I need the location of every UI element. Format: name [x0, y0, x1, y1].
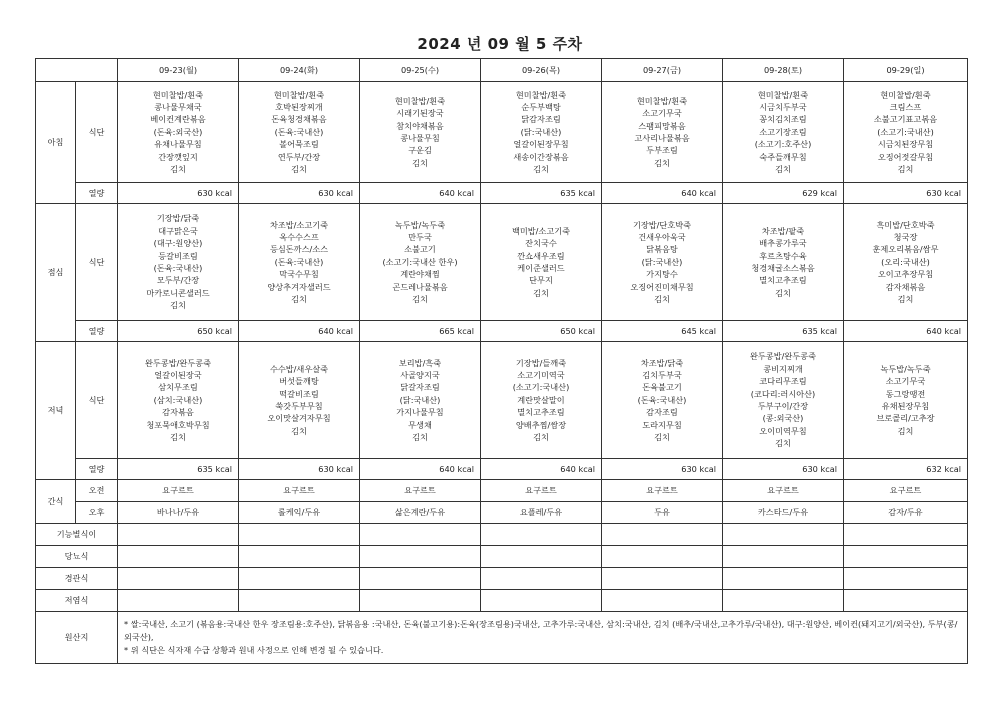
snack-cell: 요플레/두유	[481, 502, 602, 524]
menu-item: 현미찰밥/흰죽	[394, 95, 446, 106]
menu-item: 잔치국수	[525, 238, 557, 249]
menu-item: 차조밥/닭죽	[640, 357, 684, 368]
menu-item: 볼어묵조림	[279, 139, 319, 150]
menu-item: (돈육:외국산)	[153, 126, 203, 137]
day-header: 09-27(금)	[602, 59, 723, 82]
origin-note: * 위 식단은 식자재 수급 상황과 원내 사정으로 인해 변경 될 수 있습니다.	[124, 645, 384, 655]
kcal-cell: 635 kcal	[481, 183, 602, 204]
empty-cell	[844, 524, 968, 546]
menu-item: 얼갈이된장국	[154, 369, 202, 380]
menu-item: 등갈비조림	[158, 250, 198, 261]
kcal-cell: 640 kcal	[844, 321, 968, 342]
menu-item: (콩:외국산)	[762, 413, 804, 424]
menu-cell	[602, 82, 723, 183]
menu-item: 양상추겨자샐러드	[267, 281, 331, 292]
kcal-cell: 632 kcal	[844, 459, 968, 480]
day-header: 09-26(목)	[481, 59, 602, 82]
menu-item: 곤드레나물볶음	[392, 281, 448, 292]
menu-item: 김치	[654, 294, 670, 305]
empty-cell	[239, 546, 360, 568]
menu-item: 삼치무조림	[158, 382, 198, 393]
menu-item: 막국수무침	[279, 269, 319, 280]
empty-cell	[602, 524, 723, 546]
menu-item: 모두부/간장	[156, 275, 200, 286]
menu-item: 등심돈까스/소스	[269, 244, 329, 255]
menu-item: 소불고기	[404, 244, 436, 255]
menu-item: (대구:원양산)	[153, 238, 203, 249]
menu-item: 계란맛살말이	[517, 394, 565, 405]
kcal-cell: 640 kcal	[360, 459, 481, 480]
menu-cell	[239, 342, 360, 459]
menu-item: 고사리나물볶음	[634, 133, 690, 143]
tube-diet-row	[36, 568, 968, 590]
menu-item: 크림스프	[889, 101, 922, 112]
menu-item: 현미찰밥/흰죽	[880, 89, 931, 100]
menu-item: 김치	[170, 300, 186, 311]
menu-item: 김치	[775, 164, 791, 175]
menu-item: 소불고기표고볶음	[873, 114, 938, 125]
menu-item: 가지탕수	[646, 269, 678, 280]
kcal-cell: 630 kcal	[239, 459, 360, 480]
kcal-label: 열량	[76, 459, 118, 480]
menu-item: 콩나물무채국	[154, 101, 202, 112]
breakfast-label: 아침	[36, 82, 76, 204]
menu-item: 닭볶음탕	[646, 244, 678, 255]
origin-label: 원산지	[36, 612, 118, 664]
menu-cell	[118, 204, 239, 321]
menu-item: 연두부/간장	[277, 151, 321, 162]
empty-cell	[239, 524, 360, 546]
menu-item: 김치	[533, 287, 549, 298]
snack-cell: 삶은계란/두유	[360, 502, 481, 524]
menu-item: 김치	[412, 432, 428, 443]
menu-item: 마카로니콘샐러드	[146, 287, 210, 298]
menu-item: 시금치두부국	[759, 101, 807, 112]
corner-cell	[36, 59, 118, 82]
menu-item: 수수밥/새우살죽	[269, 363, 329, 374]
diabetic-diet-row	[36, 546, 968, 568]
menu-item: 사골양지국	[400, 369, 440, 380]
menu-item: 떡갈비조림	[279, 388, 319, 399]
menu-item: 호박된장찌개	[275, 101, 323, 112]
menu-item: 깐쇼새우조림	[517, 250, 565, 261]
menu-item: 흑미밥/단호박죽	[876, 219, 935, 230]
menu-item: (돈육:국내산)	[637, 394, 687, 405]
kcal-cell: 630 kcal	[844, 183, 968, 204]
header-row	[36, 59, 968, 82]
meal-label: 식단	[76, 82, 118, 183]
snack-cell: 요구르트	[481, 480, 602, 502]
menu-item: 도라지무침	[642, 419, 682, 430]
snack-cell: 요구르트	[602, 480, 723, 502]
diabetic-diet-label: 당뇨식	[36, 546, 118, 568]
menu-item: 가지나물무침	[396, 407, 444, 418]
menu-item: 소고기무국	[885, 376, 926, 387]
menu-item: 단무지	[529, 275, 553, 286]
menu-item: 옥수수스프	[279, 231, 319, 242]
menu-item: 계란야채찜	[400, 269, 440, 280]
menu-cell	[723, 342, 844, 459]
menu-item: 청경채굴소스볶음	[751, 263, 815, 273]
menu-item: 양배추찜/쌈장	[515, 419, 567, 430]
menu-item: 무생채	[408, 419, 432, 430]
menu-item: 녹두밥/녹두죽	[394, 219, 446, 230]
menu-cell	[602, 342, 723, 459]
kcal-cell: 640 kcal	[239, 321, 360, 342]
menu-item: 현미찰밥/흰죽	[636, 95, 688, 106]
menu-cell	[239, 204, 360, 321]
menu-item: 김치	[291, 294, 307, 305]
menu-item: 스팸피망볶음	[638, 120, 686, 131]
menu-item: 두부조림	[646, 145, 678, 156]
menu-item: (돈육:국내산)	[274, 126, 324, 137]
lunch-label: 점심	[36, 204, 76, 342]
menu-item: 김치	[291, 425, 307, 436]
empty-cell	[481, 568, 602, 590]
lowsalt-diet-row	[36, 590, 968, 612]
snack-cell: 요구르트	[844, 480, 968, 502]
kcal-cell: 630 kcal	[239, 183, 360, 204]
menu-cell	[844, 204, 968, 321]
kcal-cell: 650 kcal	[118, 321, 239, 342]
meal-label: 식단	[76, 204, 118, 321]
kcal-cell: 635 kcal	[723, 321, 844, 342]
kcal-cell: 640 kcal	[481, 459, 602, 480]
menu-item: (삼치:국내산)	[153, 394, 203, 405]
menu-item: (닭:국내산)	[641, 256, 683, 267]
kcal-cell: 645 kcal	[602, 321, 723, 342]
lowsalt-diet-label: 저염식	[36, 590, 118, 612]
menu-item: 현미찰밥/흰죽	[152, 89, 204, 100]
empty-cell	[844, 568, 968, 590]
menu-item: 닭감자조림	[521, 114, 561, 125]
snack-cell: 요구르트	[723, 480, 844, 502]
menu-item: 보리밥/흑죽	[398, 357, 442, 368]
menu-item: 현미찰밥/흰죽	[757, 89, 809, 100]
menu-item: 숙주들깨무침	[759, 151, 807, 162]
menu-cell	[481, 82, 602, 183]
menu-cell	[723, 82, 844, 183]
origin-row	[36, 612, 968, 664]
empty-cell	[844, 590, 968, 612]
kcal-cell: 665 kcal	[360, 321, 481, 342]
menu-item: 청국장	[893, 231, 918, 242]
menu-item: 오징어진미채무침	[630, 281, 694, 292]
menu-item: 소고기장조림	[759, 126, 807, 137]
menu-item: 만두국	[408, 231, 432, 242]
empty-cell	[844, 546, 968, 568]
menu-item: 건새우아욱국	[638, 231, 686, 242]
kcal-label: 열량	[76, 183, 118, 204]
dinner-menu-row	[36, 342, 968, 459]
kcal-cell: 635 kcal	[118, 459, 239, 480]
menu-item: 돈육청경채볶음	[271, 114, 327, 125]
menu-item: (돈육:국내산)	[153, 263, 203, 273]
menu-item: 청포묵애호박무침	[146, 419, 210, 430]
menu-item: 꽁치김치조림	[759, 114, 807, 125]
menu-item: 버섯들깨탕	[279, 376, 319, 387]
menu-item: (닭:국내산)	[399, 394, 441, 405]
menu-item: 두부구이/간장	[757, 401, 809, 411]
menu-cell	[118, 342, 239, 459]
menu-item: 차조밥/소고기죽	[269, 219, 329, 230]
kcal-cell: 630 kcal	[118, 183, 239, 204]
menu-item: 백미밥/소고기죽	[511, 225, 571, 236]
menu-cell	[481, 204, 602, 321]
menu-item: (오리:국내산)	[881, 256, 930, 267]
pm-label: 오후	[76, 502, 118, 524]
menu-item: 유채된장무침	[881, 401, 930, 411]
kcal-cell: 640 kcal	[602, 183, 723, 204]
menu-item: 브로콜리/고추장	[876, 413, 935, 424]
menu-item: 오징어젓갈무침	[877, 151, 934, 162]
menu-item: 김치	[291, 164, 307, 175]
menu-cell	[360, 82, 481, 183]
menu-item: 동그랑땡전	[885, 388, 926, 399]
menu-item: 김치	[775, 287, 791, 298]
snack-cell: 바나나/두유	[118, 502, 239, 524]
snack-cell: 감자/두유	[844, 502, 968, 524]
menu-cell	[844, 82, 968, 183]
menu-item: 대구맑은국	[158, 225, 198, 236]
menu-item: (소고기:국내산)	[877, 126, 934, 137]
am-label: 오전	[76, 480, 118, 502]
menu-item: 후르츠탕수육	[759, 250, 807, 261]
menu-item: 멸치고추조림	[759, 275, 807, 286]
menu-item: 시금치된장무침	[877, 139, 934, 150]
menu-cell	[844, 342, 968, 459]
menu-item: 새송이간장볶음	[513, 151, 569, 162]
empty-cell	[602, 546, 723, 568]
menu-cell	[118, 82, 239, 183]
menu-item: 감자조림	[646, 407, 678, 418]
menu-item: 멸치고추조림	[517, 407, 565, 418]
menu-item: 김치	[412, 294, 428, 305]
breakfast-kcal-row	[36, 183, 968, 204]
empty-cell	[118, 546, 239, 568]
menu-item: 오이고추장무침	[877, 269, 934, 280]
menu-item: 기장밥/닭죽	[156, 213, 200, 224]
snack-pm-row	[36, 502, 968, 524]
kcal-cell: 650 kcal	[481, 321, 602, 342]
menu-item: 감자채볶음	[885, 281, 926, 292]
menu-item: 김치	[533, 432, 549, 443]
menu-item: (닭:국내산)	[520, 126, 562, 137]
empty-cell	[360, 590, 481, 612]
menu-item: 김치	[412, 157, 428, 168]
menu-item: 닭갈자조림	[400, 382, 440, 393]
empty-cell	[481, 546, 602, 568]
menu-item: (소고기:호주산)	[754, 139, 812, 150]
dinner-label: 저녁	[36, 342, 76, 480]
empty-cell	[360, 524, 481, 546]
dinner-kcal-row	[36, 459, 968, 480]
empty-cell	[723, 568, 844, 590]
empty-cell	[602, 568, 723, 590]
menu-item: 완두콩밥/완두콩죽	[749, 351, 817, 362]
snack-cell: 두유	[602, 502, 723, 524]
menu-item: 김치	[897, 294, 914, 305]
menu-item: 베이컨계란볶음	[150, 114, 206, 125]
lunch-menu-row	[36, 204, 968, 321]
menu-item: 배추콩가루국	[759, 238, 807, 249]
menu-item: 훈제오리볶음/쌈무	[872, 244, 939, 255]
functional-diet-label: 기능별식이	[36, 524, 118, 546]
menu-item: 얼갈이된장무침	[513, 139, 569, 150]
empty-cell	[723, 590, 844, 612]
kcal-cell: 630 kcal	[723, 459, 844, 480]
meal-label: 식단	[76, 342, 118, 459]
menu-item: 완두콩밥/완두콩죽	[144, 357, 212, 368]
menu-item: 기장밥/들깨죽	[515, 357, 567, 368]
day-header: 09-24(화)	[239, 59, 360, 82]
day-header: 09-28(토)	[723, 59, 844, 82]
menu-item: 녹두밥/녹두죽	[880, 363, 931, 374]
menu-item: 김치	[775, 438, 791, 449]
menu-item: 기장밥/단호박죽	[632, 219, 692, 230]
menu-item: 소고기무국	[642, 108, 682, 119]
menu-item: 돈육불고기	[642, 382, 682, 393]
menu-item: (소고기:국내산)	[512, 382, 570, 393]
menu-item: 시래기된장국	[396, 108, 444, 119]
menu-item: 김치두부국	[642, 369, 682, 380]
menu-item: 소고기미역국	[517, 369, 565, 380]
menu-item: 유채나물무침	[154, 139, 202, 150]
kcal-cell: 629 kcal	[723, 183, 844, 204]
empty-cell	[239, 590, 360, 612]
menu-item: 김치	[170, 164, 186, 175]
empty-cell	[481, 524, 602, 546]
breakfast-menu-row	[36, 82, 968, 183]
tube-diet-label: 경관식	[36, 568, 118, 590]
kcal-label: 열량	[76, 321, 118, 342]
empty-cell	[602, 590, 723, 612]
empty-cell	[723, 524, 844, 546]
empty-cell	[360, 568, 481, 590]
snack-cell: 요구르트	[239, 480, 360, 502]
empty-cell	[481, 590, 602, 612]
menu-item: 코다리무조림	[759, 376, 807, 387]
snack-am-row	[36, 480, 968, 502]
origin-notes	[118, 612, 968, 664]
menu-item: 쑥갓두부무침	[275, 401, 323, 411]
empty-cell	[239, 568, 360, 590]
menu-item: 콩비지찌개	[763, 363, 803, 374]
menu-item: 현미찰밥/흰죽	[515, 89, 567, 100]
menu-item: 오이맛살겨자무침	[267, 413, 331, 424]
origin-note: * 쌀:국내산, 소고기 (볶음용:국내산 한우 장조림용:호주산), 닭볶음용 :국내산, 돈육(불고기용):돈육(장조림용)국내산, 고추가루:국내산, 삼치:국내산, 김치 (배추/국내산,고추가루/국내산), 대구:원양산, 베이컨(돼지고기/외국산), 두부(콩/외국산),	[124, 619, 958, 642]
menu-item: 콩나물무침	[400, 133, 440, 143]
menu-item: 오이미역무침	[759, 425, 807, 436]
snack-cell: 롤케익/두유	[239, 502, 360, 524]
day-header: 09-23(월)	[118, 59, 239, 82]
menu-item: 참치야채볶음	[396, 120, 444, 131]
snack-label: 간식	[36, 480, 76, 524]
kcal-cell: 630 kcal	[602, 459, 723, 480]
snack-cell: 요구르트	[118, 480, 239, 502]
menu-item: (소고기:국내산 한우)	[382, 256, 458, 267]
menu-item: 차조밥/팥죽	[761, 225, 805, 236]
menu-item: 감자볶음	[162, 407, 194, 418]
menu-item: (코다리:러시아산)	[750, 388, 816, 399]
empty-cell	[118, 524, 239, 546]
menu-cell	[481, 342, 602, 459]
menu-cell	[723, 204, 844, 321]
menu-item: 현미찰밥/흰죽	[273, 89, 325, 100]
menu-item: 김치	[654, 432, 670, 443]
page-title: 2024 년 09 월 5 주차	[417, 35, 583, 53]
menu-item: 순두부백탕	[521, 101, 561, 112]
menu-item: (돈육:국내산)	[274, 256, 324, 267]
menu-item: 김치	[897, 425, 914, 436]
day-header: 09-25(수)	[360, 59, 481, 82]
menu-cell	[239, 82, 360, 183]
menu-item: 김치	[170, 432, 186, 443]
empty-cell	[723, 546, 844, 568]
snack-cell: 카스타드/두유	[723, 502, 844, 524]
menu-item: 케이준샐러드	[517, 263, 565, 273]
menu-item: 김치	[533, 164, 549, 175]
functional-diet-row	[36, 524, 968, 546]
menu-item: 김치	[654, 157, 670, 168]
menu-item: 구운김	[408, 145, 432, 156]
empty-cell	[118, 590, 239, 612]
menu-cell	[360, 342, 481, 459]
lunch-kcal-row	[36, 321, 968, 342]
menu-cell	[360, 204, 481, 321]
day-header: 09-29(일)	[844, 59, 968, 82]
menu-cell	[602, 204, 723, 321]
empty-cell	[360, 546, 481, 568]
kcal-cell: 640 kcal	[360, 183, 481, 204]
snack-cell: 요구르트	[360, 480, 481, 502]
menu-item: 간장깻잎지	[158, 151, 198, 162]
empty-cell	[118, 568, 239, 590]
weekly-menu-table	[35, 58, 968, 664]
menu-item: 김치	[897, 164, 914, 175]
